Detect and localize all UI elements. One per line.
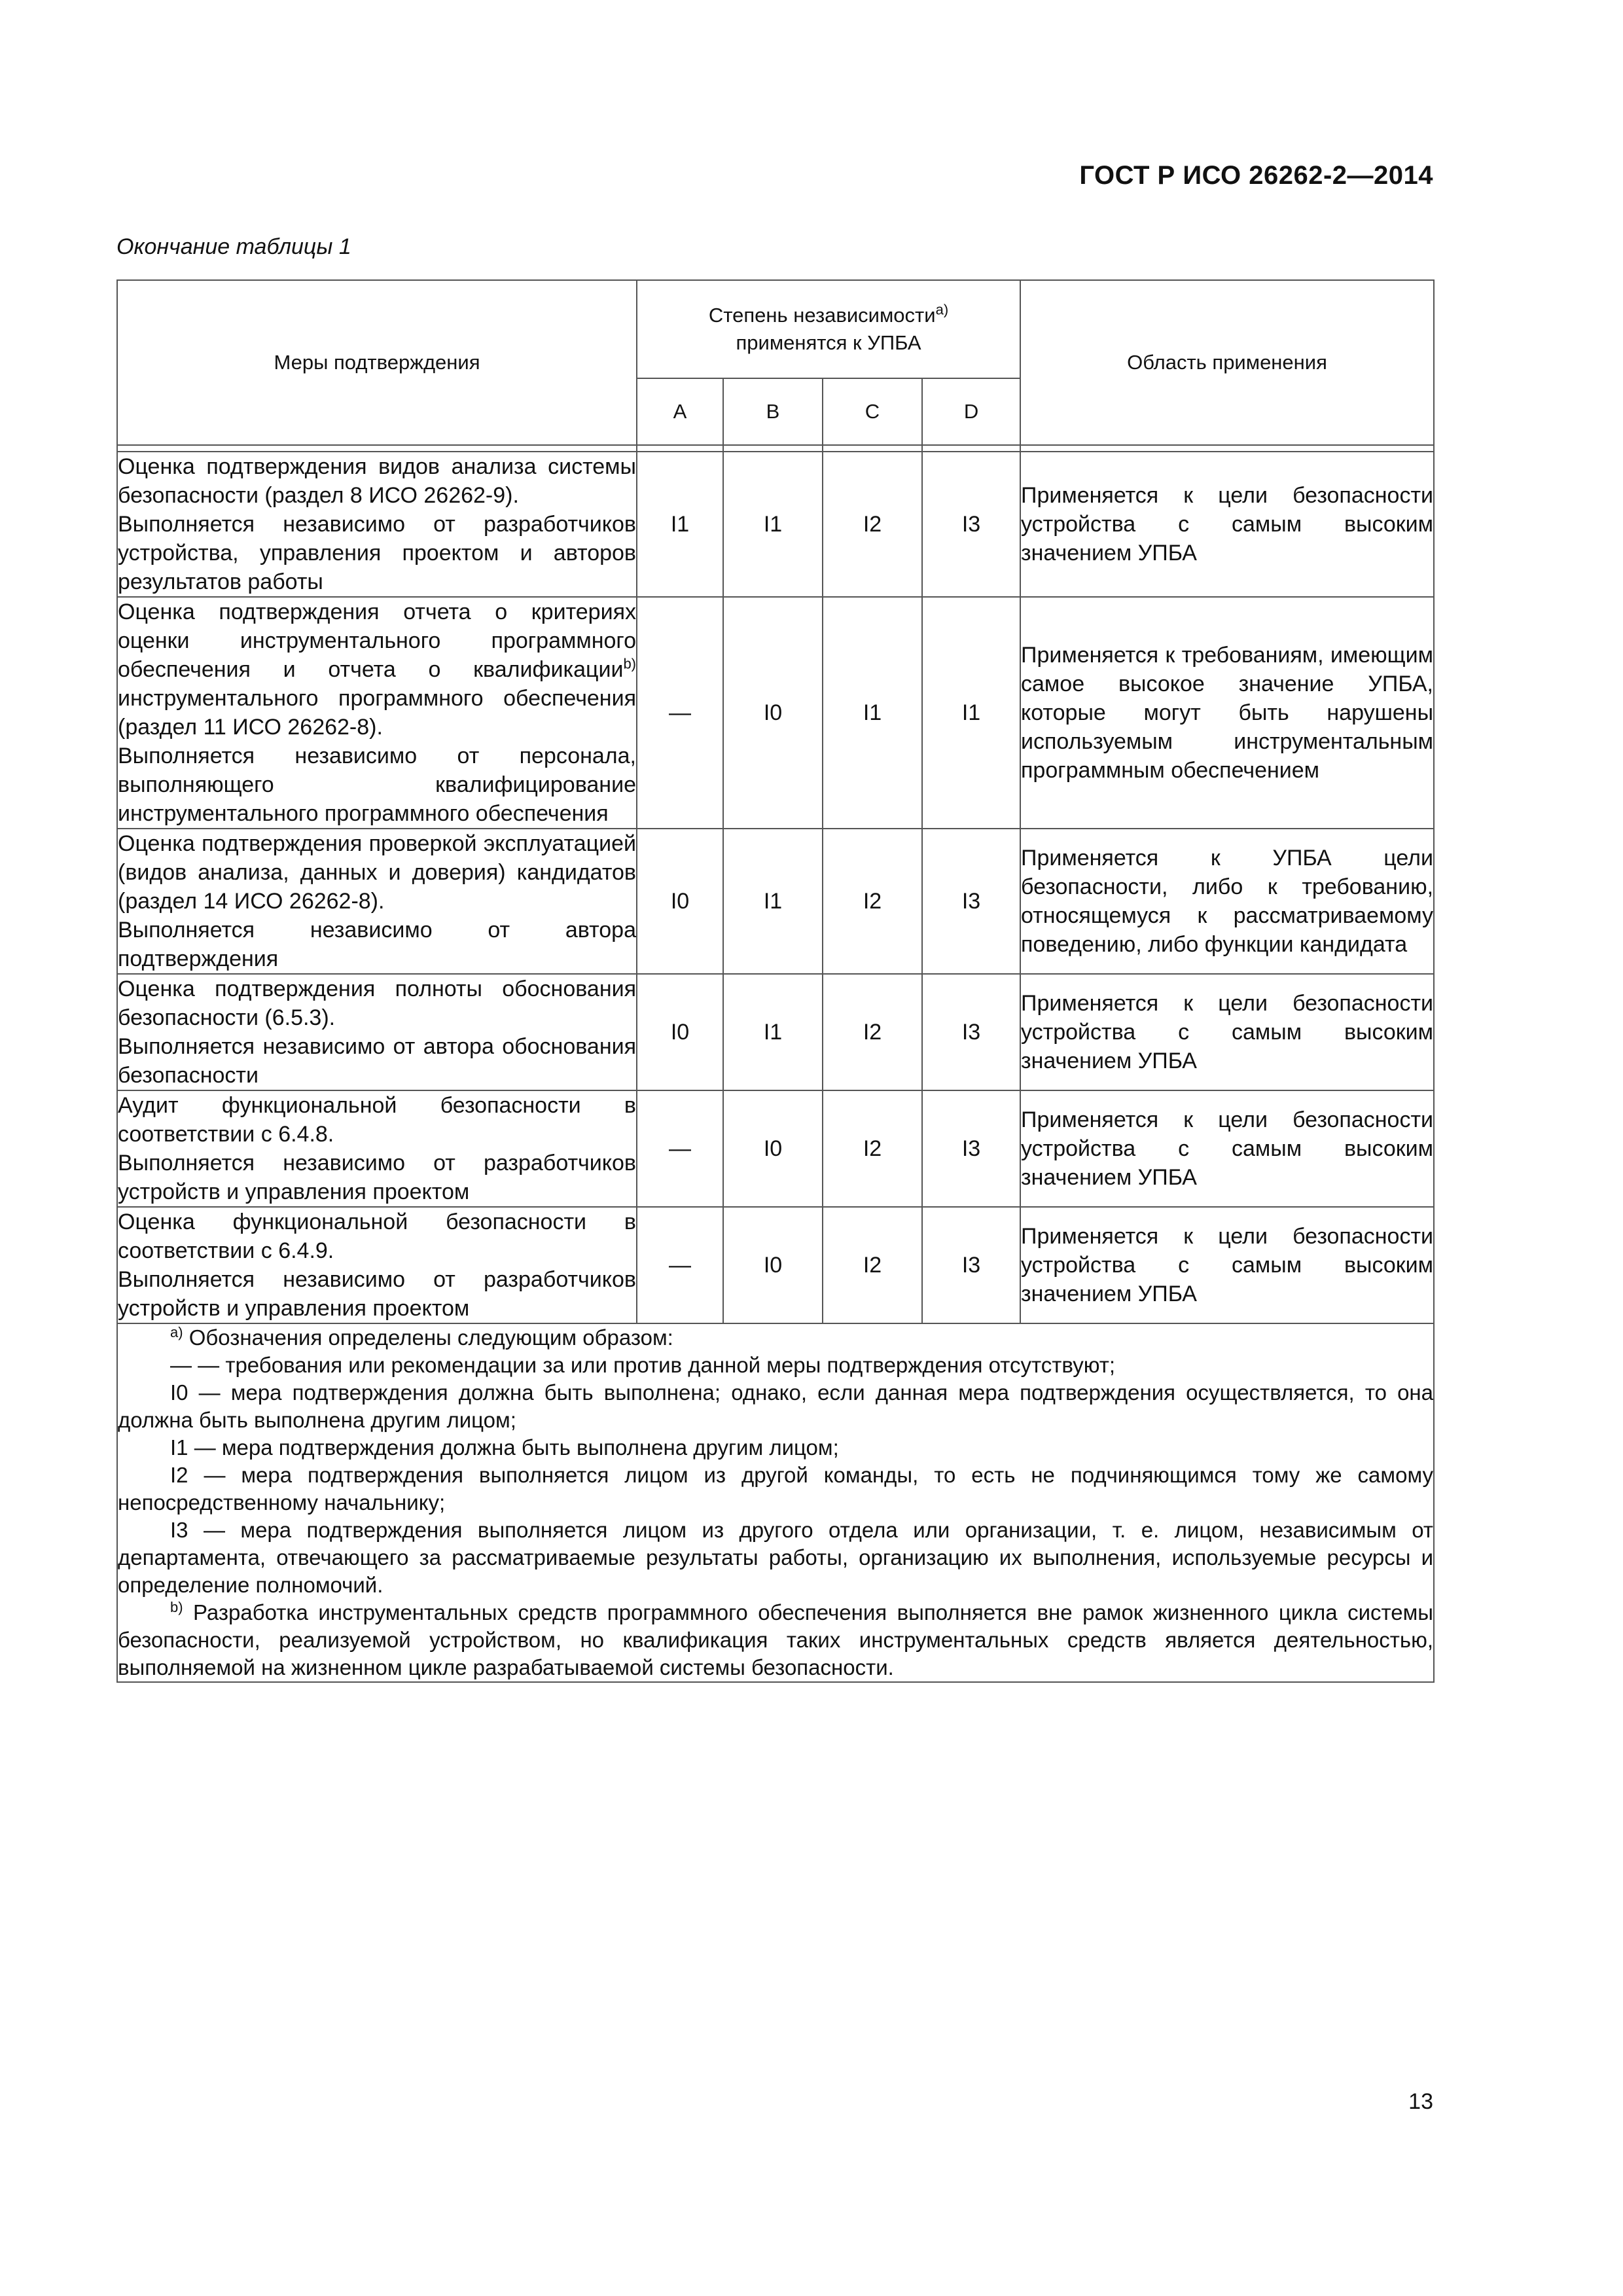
measure-text: Оценка подтверждения проверкой эксплуатацией (видов анализа, данных и доверия) кандидатов (раздел 14 ИСО 26262-8). [118, 831, 636, 914]
notes-row [117, 1323, 1434, 1682]
note-a-item: I2 — мера подтверждения выполняется лицом из другой команды, то есть не подчиняющимся тому же самому непосредственному начальнику; [118, 1463, 1434, 1515]
header-level-b: B [723, 378, 823, 445]
level-d-value: I3 [922, 974, 1020, 1090]
note-a-item: I3 — мера подтверждения выполняется лицом из другого отдела или организации, т. е. лицом, независимым от департамента, отвечающего за рассматриваемые результаты работы, организацию их выполнения, используемые ресурсы и определение полномочий. [118, 1518, 1434, 1597]
level-c-value: I2 [823, 974, 922, 1090]
table-row [117, 452, 1434, 597]
measure-text-part2: инструментального программного обеспечения (раздел 11 ИСО 26262-8). [118, 686, 636, 740]
level-a-value: — [637, 1090, 723, 1207]
note-a-item: I1 — мера подтверждения должна быть выполнена другим лицом; [170, 1435, 839, 1460]
measure-text: Аудит функциональной безопасности в соответствии с 6.4.8. [118, 1093, 636, 1147]
document-id: ГОСТ Р ИСО 26262-2—2014 [1079, 161, 1433, 190]
measure-text-part1: Оценка подтверждения отчета о критериях оценки инструментального программного обеспечения и отчета о квалификации [118, 600, 636, 682]
confirmation-measures-table [116, 279, 1435, 1683]
level-c-value: I2 [823, 1090, 922, 1207]
table-row [117, 1090, 1434, 1207]
scope-cell: Применяется к цели безопасности устройства с самым высоким значением УПБА [1020, 1090, 1434, 1207]
measure-independence-text: Выполняется независимо от разработчиков устройства, управления проектом и авторов результатов работы [118, 512, 636, 594]
level-a-value: I0 [637, 829, 723, 974]
level-a-value: — [637, 1207, 723, 1323]
level-b-value: I1 [723, 452, 823, 597]
level-b-value: I1 [723, 974, 823, 1090]
level-b-value: I0 [723, 1090, 823, 1207]
header-level-a: A [637, 378, 723, 445]
level-c-value: I2 [823, 829, 922, 974]
level-d-value: I3 [922, 1090, 1020, 1207]
footnote-a-ref: a) [935, 301, 949, 318]
header-degree-line2: применятся к УПБА [736, 331, 921, 354]
note-a-item: I0 — мера подтверждения должна быть выполнена; однако, если данная мера подтверждения осуществляется, то она должна быть выполнена другим лицом; [118, 1380, 1434, 1432]
measure-independence-text: Выполняется независимо от автора подтверждения [118, 918, 636, 971]
page-number: 13 [1408, 2089, 1433, 2114]
note-a-item: — — требования или рекомендации за или против данной меры подтверждения отсутствуют; [170, 1353, 1116, 1377]
table-row [117, 974, 1434, 1090]
measure-independence-text: Выполняется независимо от разработчиков устройств и управления проектом [118, 1267, 636, 1321]
level-b-value: I1 [723, 829, 823, 974]
level-a-value: I0 [637, 974, 723, 1090]
note-b [118, 1599, 1433, 1681]
table-caption: Окончание таблицы 1 [116, 234, 351, 259]
level-c-value: I1 [823, 597, 922, 829]
measure-independence-text: Выполняется независимо от персонала, выполняющего квалифицирование инструментального программного обеспечения [118, 744, 636, 826]
measure-cell [117, 1207, 637, 1323]
measure-text: Оценка подтверждения видов анализа системы безопасности (раздел 8 ИСО 26262-9). [118, 454, 636, 508]
measure-cell [117, 974, 637, 1090]
measure-cell [117, 452, 637, 597]
footnote-b-ref: b) [623, 655, 636, 672]
scope-cell: Применяется к УПБА цели безопасности, либо к требованию, относящемуся к рассматриваемому поведению, либо функции кандидата [1020, 829, 1434, 974]
level-d-value: I1 [922, 597, 1020, 829]
measure-text: Оценка функциональной безопасности в соответствии с 6.4.9. [118, 1210, 636, 1263]
level-a-value: I1 [637, 452, 723, 597]
note-b-text: Разработка инструментальных средств программного обеспечения выполняется вне рамок жизненного цикла системы безопасности, реализуемой устройством, но квалификация таких инструментальных средств является деятельностью, выполняемой на жизненном цикле разрабатываемой системы безопасности. [118, 1600, 1434, 1679]
table-row [117, 1207, 1434, 1323]
measure-text [118, 598, 636, 742]
note-a-mark: a) [170, 1324, 183, 1340]
level-b-value: I0 [723, 1207, 823, 1323]
measure-cell [117, 1090, 637, 1207]
table-notes [117, 1323, 1434, 1682]
table-row [117, 829, 1434, 974]
header-degree-line1: Степень независимости [708, 304, 936, 327]
header-level-d: D [922, 378, 1020, 445]
header-scope: Область применения [1020, 280, 1434, 445]
header-measures: Меры подтверждения [117, 280, 637, 445]
measure-cell [117, 829, 637, 974]
header-independence-degree [637, 280, 1020, 378]
measure-cell [117, 597, 637, 829]
level-b-value: I0 [723, 597, 823, 829]
measure-independence-text: Выполняется независимо от разработчиков устройств и управления проектом [118, 1151, 636, 1204]
measure-independence-text: Выполняется независимо от автора обоснования безопасности [118, 1034, 636, 1088]
header-level-c: C [823, 378, 922, 445]
table-row [117, 597, 1434, 829]
level-d-value: I3 [922, 1207, 1020, 1323]
level-a-value: — [637, 597, 723, 829]
level-d-value: I3 [922, 452, 1020, 597]
measure-text: Оценка подтверждения полноты обоснования безопасности (6.5.3). [118, 977, 636, 1030]
note-a-intro-text: Обозначения определены следующим образом: [183, 1325, 673, 1350]
scope-cell: Применяется к цели безопасности устройства с самым высоким значением УПБА [1020, 1207, 1434, 1323]
note-a-intro [118, 1324, 1433, 1352]
note-b-mark: b) [170, 1599, 183, 1615]
header-separator [117, 445, 1434, 452]
scope-cell: Применяется к требованиям, имеющим самое высокое значение УПБА, которые могут быть нарушены используемым инструментальным программным обеспечением [1020, 597, 1434, 829]
scope-cell: Применяется к цели безопасности устройства с самым высоким значением УПБА [1020, 452, 1434, 597]
level-c-value: I2 [823, 452, 922, 597]
scope-cell: Применяется к цели безопасности устройства с самым высоким значением УПБА [1020, 974, 1434, 1090]
level-c-value: I2 [823, 1207, 922, 1323]
level-d-value: I3 [922, 829, 1020, 974]
